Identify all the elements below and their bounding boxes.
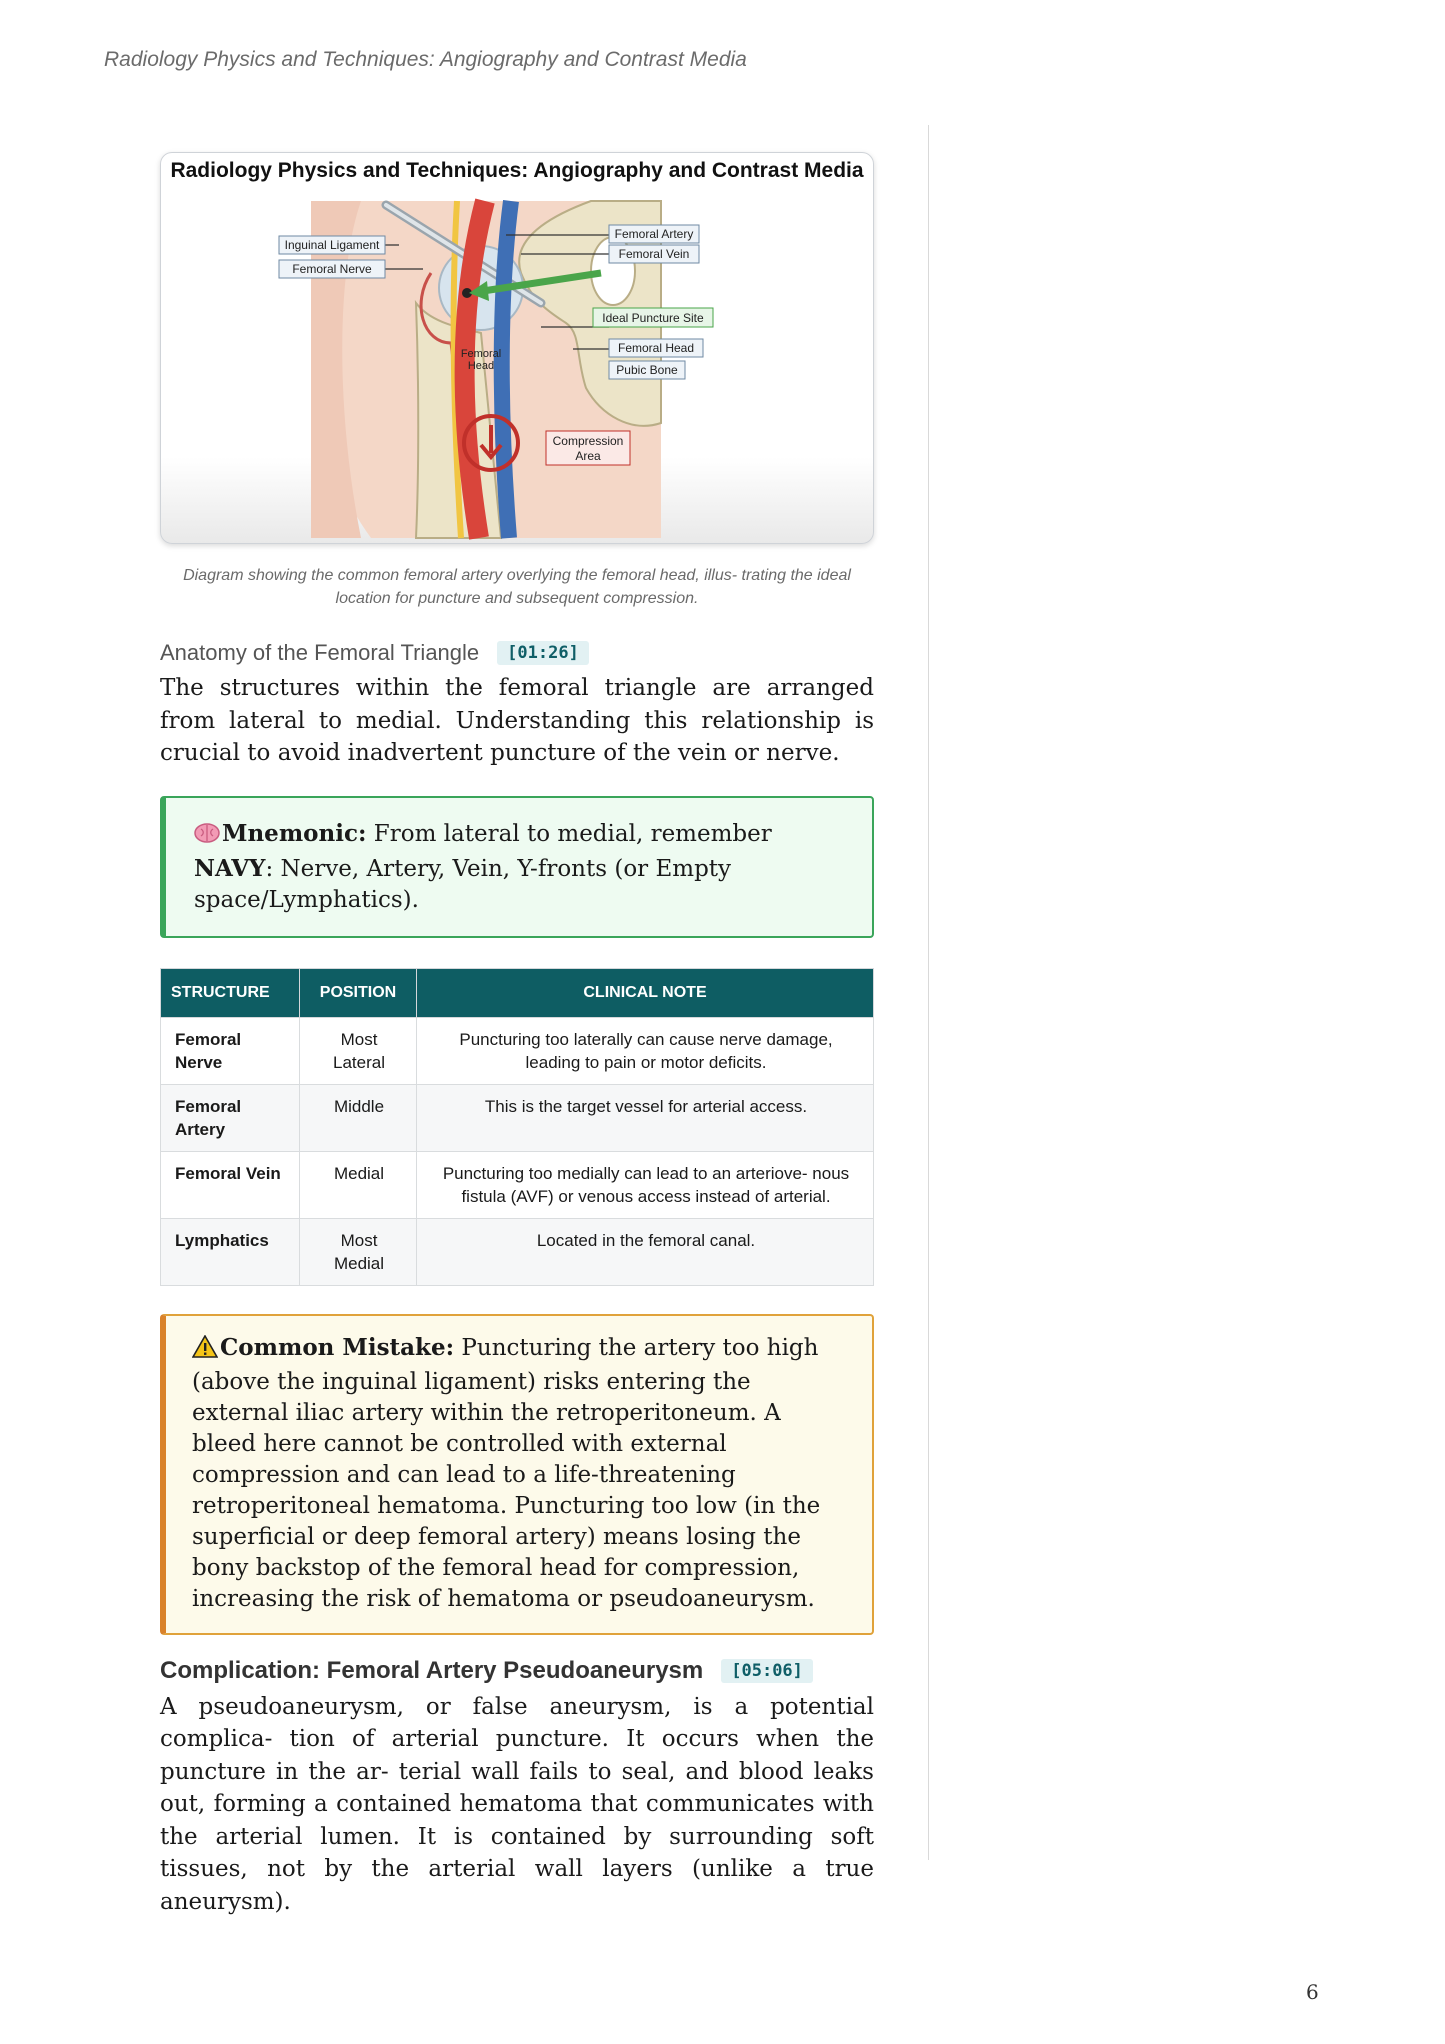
inner-femoral-head-label: Femoral xyxy=(460,348,502,360)
svg-text:Femoral Vein: Femoral Vein xyxy=(618,247,690,261)
svg-text:Pubic Bone: Pubic Bone xyxy=(616,363,678,377)
cell-note: Located in the femoral canal. xyxy=(417,1218,874,1285)
cell-note: Puncturing too medially can lead to an arteriove- nous fistula (AVF) or venous access instead of arterial. xyxy=(417,1151,874,1218)
section-heading-text: Complication: Femoral Artery Pseudoaneurysm xyxy=(160,1656,704,1684)
section-heading-text: Anatomy of the Femoral Triangle xyxy=(160,640,480,665)
column-divider xyxy=(928,125,929,1860)
figure-title: Radiology Physics and Techniques: Angiography and Contrast Media xyxy=(170,159,864,182)
main-content xyxy=(160,152,874,1918)
cell-structure: Femoral Artery xyxy=(161,1084,300,1151)
anatomy-paragraph: The structures within the femoral triangle are arranged from lateral to medial. Understanding this relationship is crucial to avoid inadvertent puncture of the vein or nerve. xyxy=(160,675,874,766)
femoral-anatomy-diagram xyxy=(161,153,873,543)
label-inguinal-ligament xyxy=(279,236,385,254)
running-header: Radiology Physics and Techniques: Angiography and Contrast Media xyxy=(104,48,747,71)
label-femoral-vein xyxy=(609,245,699,263)
cell-note: Puncturing too laterally can cause nerve damage, leading to pain or motor deficits. xyxy=(417,1017,874,1084)
timestamp-badge[interactable]: [05:06] xyxy=(721,1659,813,1683)
figure-caption: Diagram showing the common femoral artery overlying the femoral head, illus- trating the ideal location for puncture and subsequent compression. xyxy=(183,567,851,607)
label-femoral-artery xyxy=(609,225,699,243)
cell-structure: Femoral Nerve xyxy=(161,1017,300,1084)
cell-position: Most Medial xyxy=(300,1218,417,1285)
warning-icon xyxy=(192,1335,218,1367)
label-femoral-nerve xyxy=(279,260,385,278)
warning-label: Common Mistake: xyxy=(220,1333,455,1361)
table-header-row xyxy=(161,968,874,1017)
label-pubic-bone xyxy=(609,361,685,379)
cell-position: Middle xyxy=(300,1084,417,1151)
svg-text:Femoral Artery: Femoral Artery xyxy=(614,227,694,241)
warning-text: Puncturing the artery too high (above the inguinal ligament) risks entering the external iliac artery within the retroperitoneum. A bleed here cannot be controlled with external compression and can lead to a life-threatening retroperitoneal hematoma. Puncturing too low (in the superficial or deep femoral artery) means losing the bony backstop of the femoral head for compression, increasing the risk of hematoma or pseudoaneurysm. xyxy=(192,1334,821,1612)
cell-structure: Femoral Vein xyxy=(161,1151,300,1218)
anatomy-figure xyxy=(160,152,874,544)
label-compression-area xyxy=(546,431,630,465)
label-femoral-head xyxy=(609,339,703,357)
table-row xyxy=(161,1017,874,1084)
column-header-position: POSITION xyxy=(300,968,417,1017)
svg-text:Ideal Puncture Site: Ideal Puncture Site xyxy=(602,311,704,325)
column-header-clinical-note: CLINICAL NOTE xyxy=(417,968,874,1017)
cell-structure: Lymphatics xyxy=(161,1218,300,1285)
pseudoaneurysm-paragraph: A pseudoaneurysm, or false aneurysm, is a potential complica- tion of arterial puncture. It occurs when the puncture in the ar- terial wall fails to seal, and blood leaks out, forming a contained hematoma that communicates with the arterial lumen. It is contained by surrounding soft tissues, not by the arterial wall layers (unlike a true aneurysm). xyxy=(160,1693,874,1915)
section-heading-anatomy xyxy=(160,640,874,666)
cell-note: This is the target vessel for arterial access. xyxy=(417,1084,874,1151)
svg-text:Femoral Nerve: Femoral Nerve xyxy=(292,262,372,276)
table-row xyxy=(161,1084,874,1151)
table-row xyxy=(161,1151,874,1218)
brain-icon xyxy=(194,822,220,853)
mnemonic-label: Mnemonic: xyxy=(222,819,367,847)
svg-text:Head: Head xyxy=(467,360,495,372)
cell-position: Most Lateral xyxy=(300,1017,417,1084)
svg-text:Compression: Compression xyxy=(552,434,624,448)
svg-text:Femoral Head: Femoral Head xyxy=(617,341,695,355)
timestamp-badge[interactable]: [01:26] xyxy=(497,641,589,665)
femoral-structures-table xyxy=(160,968,874,1286)
mnemonic-keyword: NAVY xyxy=(194,854,266,882)
section-heading-pseudoaneurysm xyxy=(160,1657,874,1685)
page-number: 6 xyxy=(1306,1980,1319,2004)
mnemonic-text-after: : Nerve, Artery, Vein, Y-fronts (or Empty space/Lymphatics). xyxy=(194,855,732,913)
mnemonic-callout xyxy=(160,796,874,938)
svg-text:Inguinal Ligament: Inguinal Ligament xyxy=(284,238,380,252)
column-header-structure: STRUCTURE xyxy=(161,968,300,1017)
cell-position: Medial xyxy=(300,1151,417,1218)
label-ideal-puncture-site xyxy=(593,308,713,327)
mnemonic-text-before: From lateral to medial, remember xyxy=(366,820,772,847)
table-row xyxy=(161,1218,874,1285)
svg-text:Area: Area xyxy=(575,449,601,463)
common-mistake-callout xyxy=(160,1314,874,1635)
